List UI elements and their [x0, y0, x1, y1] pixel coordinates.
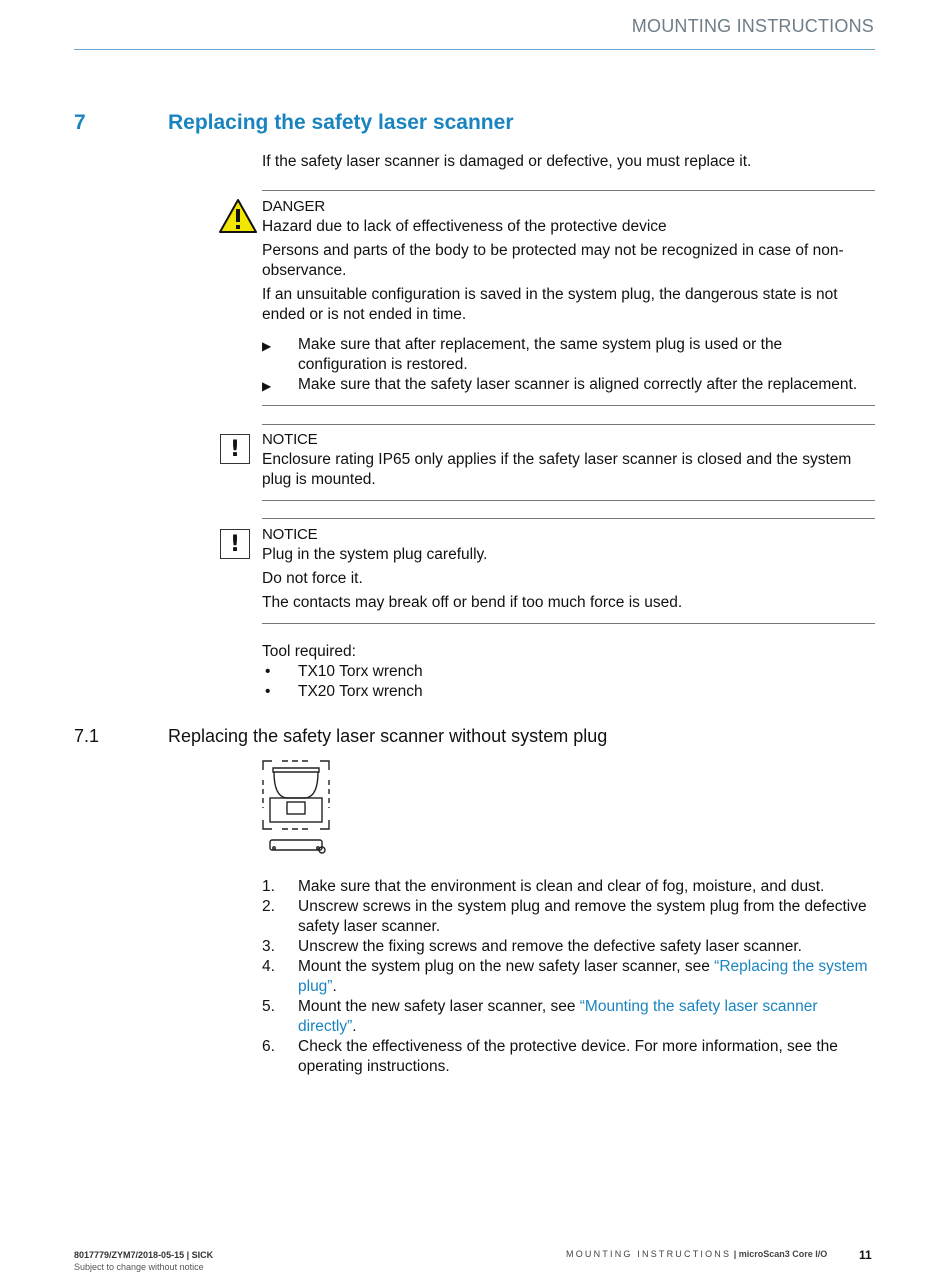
scanner-without-system-plug-icon [260, 758, 332, 856]
list-item: 6. Check the effectiveness of the protective device. For more information, see the operating instructions. [262, 1038, 838, 1075]
tools-list [262, 662, 875, 702]
notice-box [262, 430, 875, 490]
exclamation-box-icon: ! [220, 529, 250, 559]
notice-top-rule [262, 518, 875, 519]
triangle-bullet-icon: ▶ [262, 339, 272, 353]
section-title: Replacing the safety laser scanner [168, 111, 514, 134]
footer-doc-info [74, 1249, 213, 1273]
notice-text: Plug in the system plug carefully. [262, 546, 488, 563]
list-item: 5. Mount the new safety laser scanner, see “Mounting the safety laser scanner directly”. [262, 998, 818, 1035]
notice-top-rule [262, 424, 875, 425]
list-item: 2. Unscrew screws in the system plug and remove the system plug from the defective safety laser scanner. [262, 898, 867, 935]
list-item: 3. Unscrew the fixing screws and remove the defective safety laser scanner. [262, 938, 802, 955]
list-item: • TX20 Torx wrench [265, 683, 423, 700]
subsection-title: Replacing the safety laser scanner without system plug [168, 726, 608, 746]
notice-text: Enclosure rating IP65 only applies if the safety laser scanner is closed and the system plug is mounted. [262, 451, 852, 488]
notice-label: NOTICE [262, 431, 318, 448]
section-intro: If the safety laser scanner is damaged or defective, you must replace it. [262, 153, 752, 170]
tools-label: Tool required: [262, 643, 356, 660]
danger-heading: Hazard due to lack of effectiveness of the protective device [262, 218, 667, 235]
list-item: 1. Make sure that the environment is clean and clear of fog, moisture, and dust. [262, 878, 825, 895]
section-number: 7 [74, 111, 86, 134]
cross-reference-link[interactable]: “Replacing the system plug” [298, 958, 868, 995]
running-header: MOUNTING INSTRUCTIONS [631, 16, 874, 36]
danger-paragraph: If an unsuitable configuration is saved in the system plug, the dangerous state is not ended or is not ended in time. [262, 286, 838, 323]
danger-bullets [262, 335, 875, 395]
warning-triangle-icon [219, 198, 257, 234]
danger-bottom-rule [262, 405, 875, 406]
steps-list [262, 877, 875, 1077]
footer-running-title [566, 1249, 827, 1259]
danger-box [262, 197, 875, 395]
notice-bottom-rule [262, 623, 875, 624]
page-number: 11 [859, 1248, 872, 1262]
notice-bottom-rule [262, 500, 875, 501]
list-item: 4. Mount the system plug on the new safety laser scanner, see “Replacing the system plug”. [262, 958, 868, 995]
cross-reference-link[interactable]: “Mounting the safety laser scanner directly” [298, 998, 818, 1035]
notice-text: Do not force it. [262, 570, 363, 587]
footer-product: | microScan3 Core I/O [733, 1249, 828, 1259]
exclamation-box-icon: ! [220, 434, 250, 464]
list-item: • TX10 Torx wrench [265, 663, 423, 680]
notice-label: NOTICE [262, 526, 318, 543]
list-item: ▶ Make sure that after replacement, the same system plug is used or the configuration is restored. [262, 336, 783, 373]
footer-note: Subject to change without notice [74, 1262, 204, 1272]
danger-top-rule [262, 190, 875, 191]
subsection-number: 7.1 [74, 726, 100, 746]
tools-block [262, 642, 875, 702]
triangle-bullet-icon: ▶ [262, 379, 272, 393]
footer-label: MOUNTING INSTRUCTIONS [566, 1249, 732, 1259]
header-rule [74, 49, 875, 50]
notice-text: The contacts may break off or bend if too much force is used. [262, 594, 683, 611]
danger-paragraph: Persons and parts of the body to be protected may not be recognized in case of non-observance. [262, 242, 844, 279]
notice-box [262, 525, 875, 617]
danger-label: DANGER [262, 198, 325, 215]
list-item: ▶ Make sure that the safety laser scanner is aligned correctly after the replacement. [262, 375, 875, 395]
footer-doc-id: 8017779/ZYM7/2018-05-15 | SICK [74, 1250, 214, 1260]
